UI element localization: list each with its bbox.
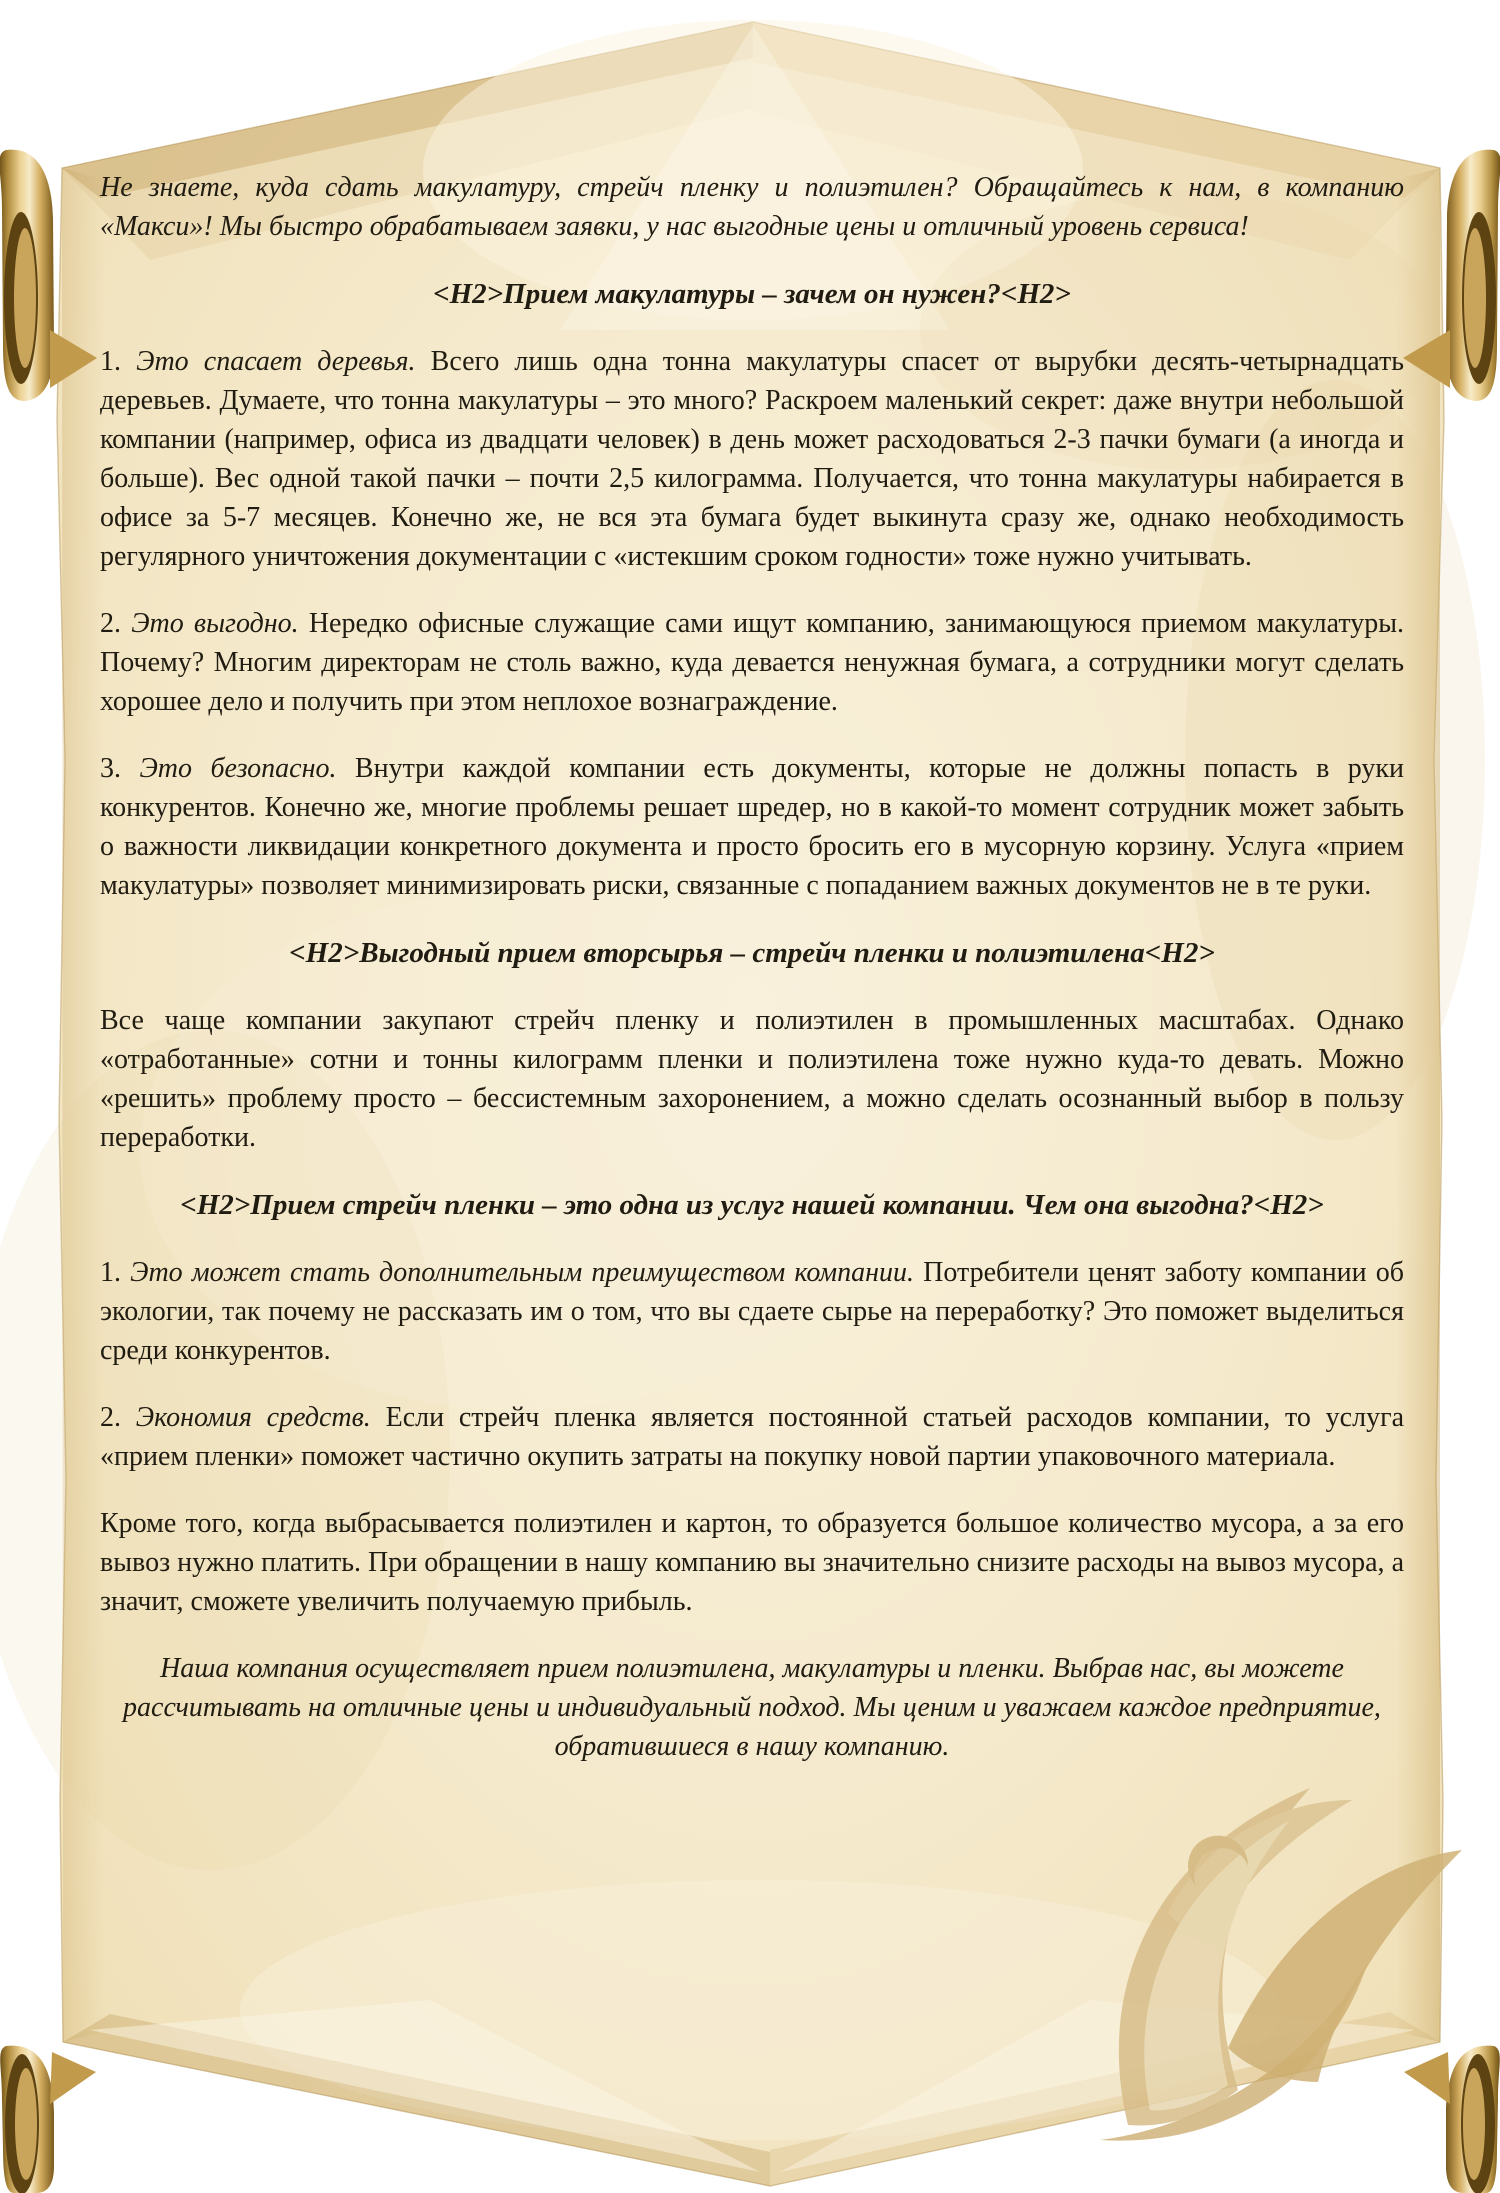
scroll-roll-bottom-left (0, 2046, 96, 2193)
paragraph (100, 1504, 1404, 1621)
document-content (100, 168, 1404, 1794)
text-segment: Кроме того, когда выбрасывается полиэтилен и картон, то образуется большое количество мусора, а за его вывоз нужно платить. При обращении в нашу компанию вы значительно снизите расходы на вывоз мусора, а значит, сможете увеличить получаемую прибыль. (100, 1508, 1404, 1617)
text-segment: 2. (100, 608, 132, 639)
text-segment: 1. (100, 346, 137, 377)
text-segment: Нередко офисные служащие сами ищут компанию, занимающуюся приемом макулатуры. Почему? Многим директорам не столь важно, куда девается ненужная бумага, а сотрудники могут сделать хорошее дело и получить при этом неплохое вознаграждение. (100, 608, 1405, 717)
text-segment: Это безопасно. (139, 753, 337, 784)
section-heading: <H2>Прием стрейч пленки – это одна из услуг нашей компании. Чем она выгодна?<H2> (180, 1189, 1324, 1221)
paragraph (100, 1001, 1404, 1157)
intro-paragraph (100, 168, 1404, 246)
text-segment: Если стрейч пленка является постоянной статьей расходов компании, то услуга «прием пленки» поможет частично окупить затраты на покупку новой партии упаковочного материала. (100, 1402, 1404, 1472)
text-segment: Внутри каждой компании есть документы, которые не должны попасть в руки конкурентов. Конечно же, многие проблемы решает шредер, но в какой-то момент сотрудник может забыть о важности ликвидации конкретного документа и просто бросить его в мусорную корзину. Услуга «прием макулатуры» позволяет минимизировать риски, связанные с попаданием важных документов не в те руки. (100, 753, 1404, 901)
paragraph (100, 1253, 1404, 1370)
scroll-roll-bottom-right (1404, 2046, 1500, 2193)
paragraph (100, 1398, 1404, 1476)
section-heading: <H2>Выгодный прием вторсырья – стрейч пленки и полиэтилена<H2> (289, 937, 1215, 969)
text-segment: 2. (100, 1402, 136, 1433)
text-segment: Экономия средств. (135, 1402, 371, 1433)
closing-paragraph (100, 1649, 1404, 1766)
paragraph (100, 604, 1404, 721)
text-segment: Потребители ценят заботу компании об экологии, так почему не рассказать им о том, что вы сдаете сырье на переработку? Это поможет выделиться среди конкурентов. (100, 1257, 1405, 1366)
text-segment: Это может стать дополнительным преимуществом компании. (130, 1257, 915, 1288)
text-segment: Не знаете, куда сдать макулатуру, стрейч пленку и полиэтилен? Обращайтесь к нам, в компанию «Макси»! Мы быстро обрабатываем заявки, у нас выгодные цены и отличный уровень сервиса! (100, 172, 1404, 242)
text-segment: Это спасает деревья. (136, 346, 416, 377)
section-heading: <H2>Прием макулатуры – зачем он нужен?<H2> (433, 278, 1071, 310)
text-segment: 3. (100, 753, 140, 784)
text-segment: Это выгодно. (131, 608, 299, 639)
text-segment: Всего лишь одна тонна макулатуры спасет от вырубки десять-четырнадцать деревьев. Думаете, что тонна макулатуры – это много? Раскроем маленький секрет: даже внутри небольшой компании (например, офиса из двадцати человек) в день может расходоваться 2-3 пачки бумаги (а иногда и больше). Вес одной такой пачки – почти 2,5 килограмма. Получается, что тонна макулатуры набирается в офисе за 5-7 месяцев. Конечно же, не вся эта бумага будет выкинута сразу же, однако необходимость регулярного уничтожения документации с «истекшим сроком годности» тоже нужно учитывать. (100, 346, 1405, 572)
text-segment: 1. (100, 1257, 131, 1288)
text-segment: Все чаще компании закупают стрейч пленку и полиэтилен в промышленных масштабах. Однако «отработанные» сотни и тонны килограмм пленки и полиэтилена тоже нужно куда-то девать. Можно «решить» проблему просто – бессистемным захоронением, а можно сделать осознанный выбор в пользу переработки. (100, 1005, 1404, 1153)
text-segment: Наша компания осуществляет прием полиэтилена, макулатуры и пленки. Выбрав нас, вы можете рассчитывать на отличные цены и индивидуальный подход. Мы ценим и уважаем каждое предприятие, обратившиеся в нашу компанию. (123, 1653, 1381, 1762)
paragraph (100, 342, 1404, 576)
paragraph (100, 749, 1404, 905)
